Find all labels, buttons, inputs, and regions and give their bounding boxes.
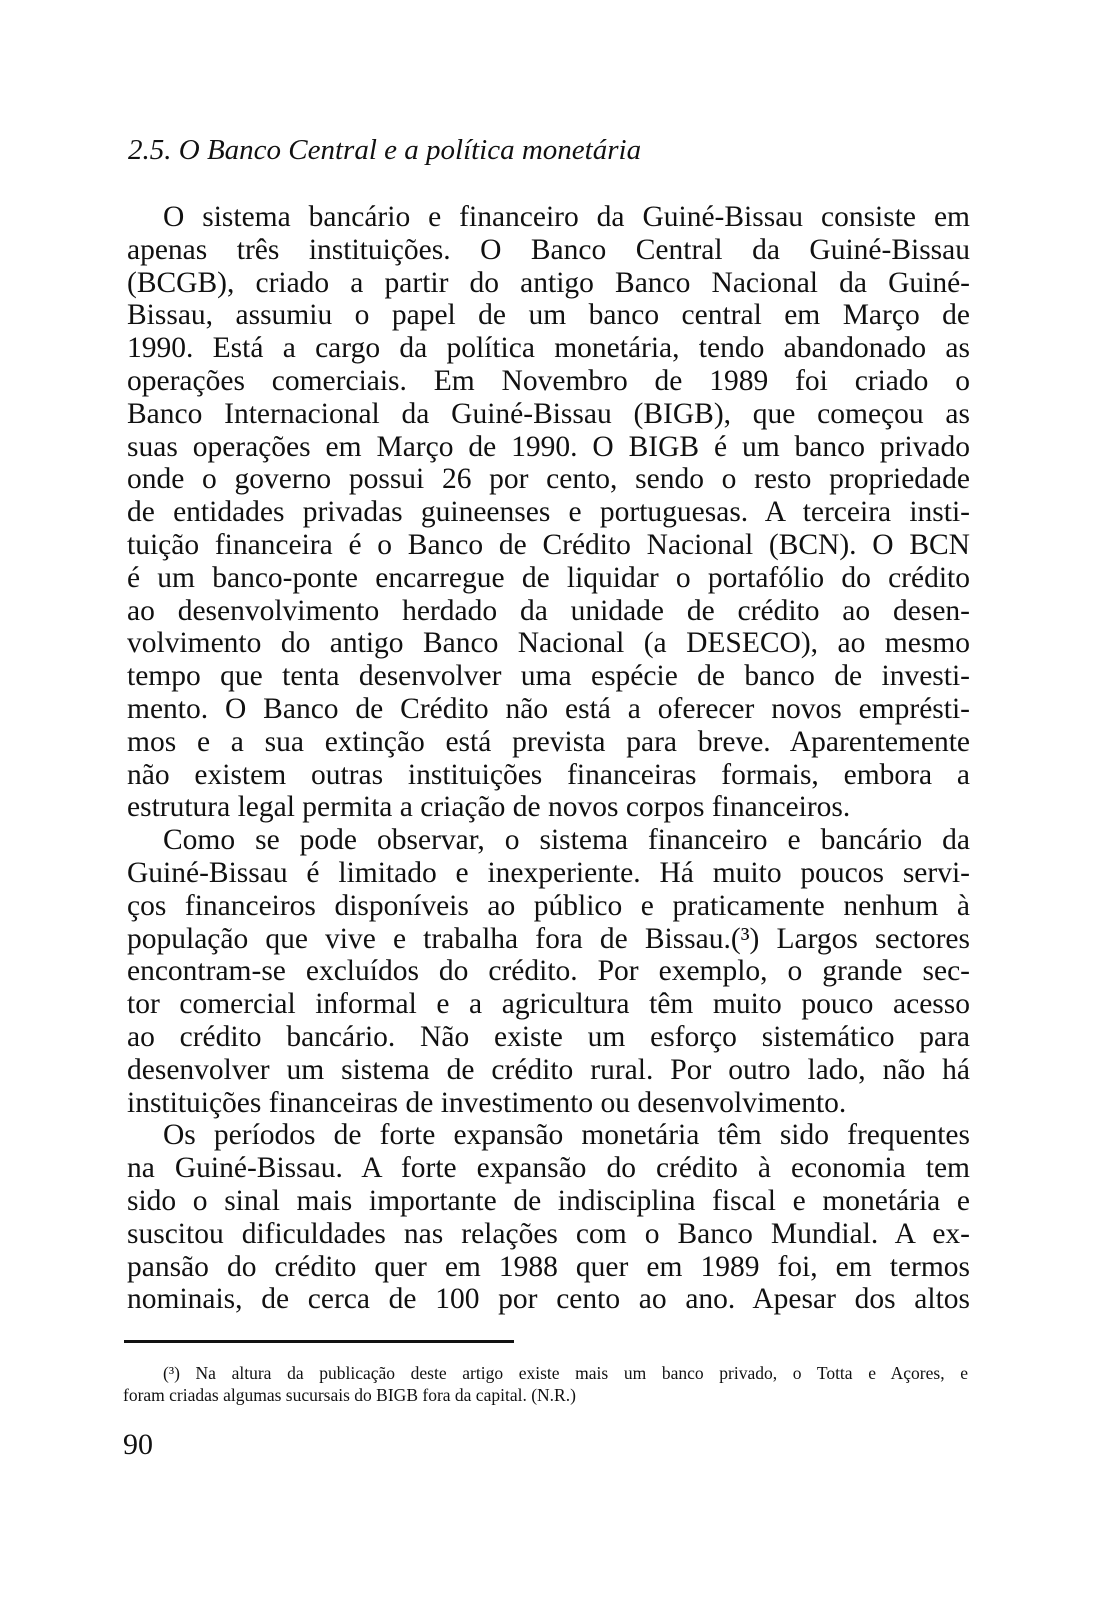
text-line: apenas três instituições. O Banco Central da Guiné-Bissau	[127, 233, 970, 266]
text-line: Como se pode observar, o sistema financeiro e bancário da	[163, 824, 970, 857]
text-line: sido o sinal mais importante de indisciplina fiscal e monetária e	[127, 1184, 970, 1217]
text-line: tempo que tenta desenvolver uma espécie de banco de investi-	[127, 660, 970, 693]
text-line: na Guiné-Bissau. A forte expansão do crédito à economia tem	[127, 1152, 970, 1185]
text-line: volvimento do antigo Banco Nacional (a DESECO), ao mesmo	[127, 627, 970, 660]
text-line: encontram-se excluídos do crédito. Por exemplo, o grande sec-	[127, 955, 970, 988]
footnote	[123, 1362, 968, 1406]
text-line: suscitou dificuldades nas relações com o Banco Mundial. A ex-	[127, 1217, 970, 1250]
text-line: 1990. Está a cargo da política monetária, tendo abandonado as	[127, 332, 970, 365]
text-line: pansão do crédito quer em 1988 quer em 1989 foi, em termos	[127, 1250, 970, 1283]
text-line: Bissau, assumiu o papel de um banco central em Março de	[127, 299, 970, 332]
page-number: 90	[123, 1428, 153, 1461]
text-line: desenvolver um sistema de crédito rural. Por outro lado, não há	[127, 1053, 970, 1086]
text-line: Os períodos de forte expansão monetária têm sido frequentes	[163, 1119, 970, 1152]
footnote-line: (³) Na altura da publicação deste artigo existe mais um banco privado, o Totta e Açores, e	[163, 1363, 968, 1383]
text-line: Banco Internacional da Guiné-Bissau (BIGB), que começou as	[127, 397, 970, 430]
text-line: tuição financeira é o Banco de Crédito Nacional (BCN). O BCN	[127, 528, 970, 561]
text-line: nominais, de cerca de 100 por cento ao ano. Apesar dos altos	[127, 1283, 970, 1316]
footnote-rule	[124, 1340, 514, 1343]
text-line: estrutura legal permita a criação de novos corpos financeiros.	[127, 791, 851, 824]
body-text	[127, 201, 970, 1316]
text-line: é um banco-ponte encarregue de liquidar o portafólio do crédito	[127, 561, 970, 594]
text-line: tor comercial informal e a agricultura têm muito pouco acesso	[127, 988, 970, 1021]
text-line: (BCGB), criado a partir do antigo Banco Nacional da Guiné-	[127, 266, 970, 299]
text-line: não existem outras instituições financeiras formais, embora a	[127, 758, 970, 791]
text-line: Guiné-Bissau é limitado e inexperiente. Há muito poucos servi-	[127, 856, 970, 889]
paragraph	[127, 824, 970, 1119]
text-line: operações comerciais. Em Novembro de 1989 foi criado o	[127, 364, 970, 397]
text-line: ao crédito bancário. Não existe um esforço sistemático para	[127, 1020, 970, 1053]
paragraph	[127, 1119, 970, 1316]
text-line: população que vive e trabalha fora de Bissau.(³) Largos sectores	[127, 922, 970, 955]
text-line: O sistema bancário e financeiro da Guiné-Bissau consiste em	[163, 201, 970, 233]
text-line: instituições financeiras de investimento ou desenvolvimento.	[127, 1086, 847, 1119]
paragraph	[127, 201, 970, 824]
text-line: ao desenvolvimento herdado da unidade de crédito ao desen-	[127, 594, 970, 627]
text-line: ços financeiros disponíveis ao público e praticamente nenhum à	[127, 889, 970, 922]
footnote-line: foram criadas algumas sucursais do BIGB fora da capital. (N.R.)	[123, 1385, 576, 1405]
section-heading: 2.5. O Banco Central e a política monetária	[128, 134, 642, 166]
text-line: mento. O Banco de Crédito não está a oferecer novos emprésti-	[127, 692, 970, 725]
text-line: suas operações em Março de 1990. O BIGB é um banco privado	[127, 430, 970, 463]
text-line: mos e a sua extinção está prevista para breve. Aparentemente	[127, 725, 970, 758]
text-line: de entidades privadas guineenses e portuguesas. A terceira insti-	[127, 496, 970, 529]
text-line: onde o governo possui 26 por cento, sendo o resto propriedade	[127, 463, 970, 496]
